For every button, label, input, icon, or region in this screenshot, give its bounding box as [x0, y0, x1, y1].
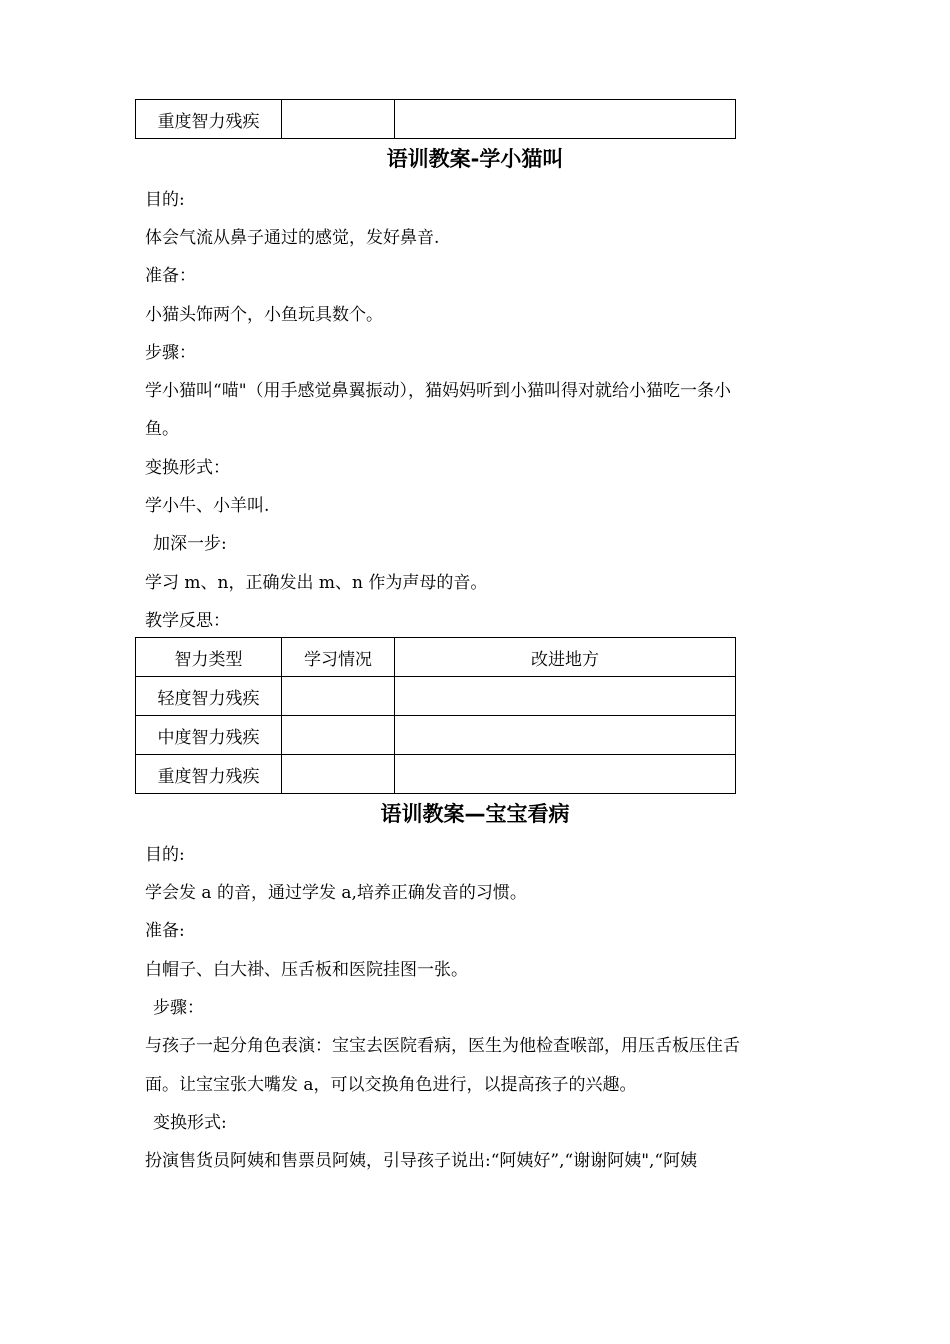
lesson1-variation-text: 学小牛、小羊叫.: [145, 496, 270, 516]
lesson1-steps-line2: 鱼。: [145, 419, 179, 439]
table-cell: [395, 755, 736, 794]
lesson2-steps-label: 步骤：: [153, 998, 204, 1018]
table-row: [136, 755, 736, 794]
lesson2-prep-text: 白帽子、白大褂、压舌板和医院挂图一张。: [145, 960, 468, 980]
lesson2-goal-label: 目的:: [145, 845, 185, 865]
lesson2-title: 语训教案—宝宝看病: [380, 802, 570, 826]
lesson1-prep-text: 小猫头饰两个，小鱼玩具数个。: [145, 305, 383, 325]
lesson2-prep-label: 准备:: [145, 921, 185, 941]
table-cell: [395, 677, 736, 716]
lesson2-variation-label: 变换形式:: [153, 1113, 227, 1133]
lesson1-deeper-text: 学习 m、n，正确发出 m、n 作为声母的音。: [145, 573, 488, 593]
lesson1-deeper-label: 加深一步:: [153, 534, 227, 554]
table-cell: 重度智力残疾: [136, 755, 282, 794]
top-table-fragment: [135, 99, 736, 139]
lesson2-goal-text: 学会发 a 的音，通过学发 a,培养正确发音的习惯。: [145, 883, 527, 903]
table-row: [136, 100, 736, 139]
lesson1-prep-label: 准备：: [145, 266, 196, 286]
lesson1-steps-label: 步骤：: [145, 343, 196, 363]
table-header-cell: 智力类型: [136, 638, 282, 677]
lesson2-variation-text: 扮演售货员阿姨和售票员阿姨，引导孩子说出:“阿姨好”,“谢谢阿姨",“阿姨: [145, 1151, 698, 1171]
lesson2-steps-line1: 与孩子一起分角色表演：宝宝去医院看病，医生为他检查喉部，用压舌板压住舌: [145, 1036, 740, 1056]
table-cell: [282, 677, 395, 716]
lesson1-goal-text: 体会气流从鼻子通过的感觉，发好鼻音.: [145, 228, 440, 248]
table-header-row: [136, 638, 736, 677]
table-header-cell: 学习情况: [282, 638, 395, 677]
table-cell: [282, 755, 395, 794]
lesson1-variation-label: 变换形式：: [145, 458, 230, 478]
table-row: [136, 677, 736, 716]
table-cell: [282, 100, 395, 139]
lesson1-steps-line1: 学小猫叫“喵"（用手感觉鼻翼振动），猫妈妈听到小猫叫得对就给小猫吃一条小: [145, 381, 732, 401]
lesson1-reflection-label: 教学反思：: [145, 611, 230, 631]
reflection-table: [135, 637, 736, 794]
table-cell: [395, 100, 736, 139]
table-cell: 轻度智力残疾: [136, 677, 282, 716]
table-cell: [395, 716, 736, 755]
table-header-cell: 改进地方: [395, 638, 736, 677]
table-cell: [282, 716, 395, 755]
lesson1-title: 语训教案-学小猫叫: [386, 147, 564, 171]
table-cell: 中度智力残疾: [136, 716, 282, 755]
lesson1-goal-label: 目的:: [145, 190, 185, 210]
table-row: [136, 716, 736, 755]
lesson2-steps-line2: 面。让宝宝张大嘴发 a，可以交换角色进行，以提高孩子的兴趣。: [145, 1075, 637, 1095]
table-cell: 重度智力残疾: [136, 100, 282, 139]
